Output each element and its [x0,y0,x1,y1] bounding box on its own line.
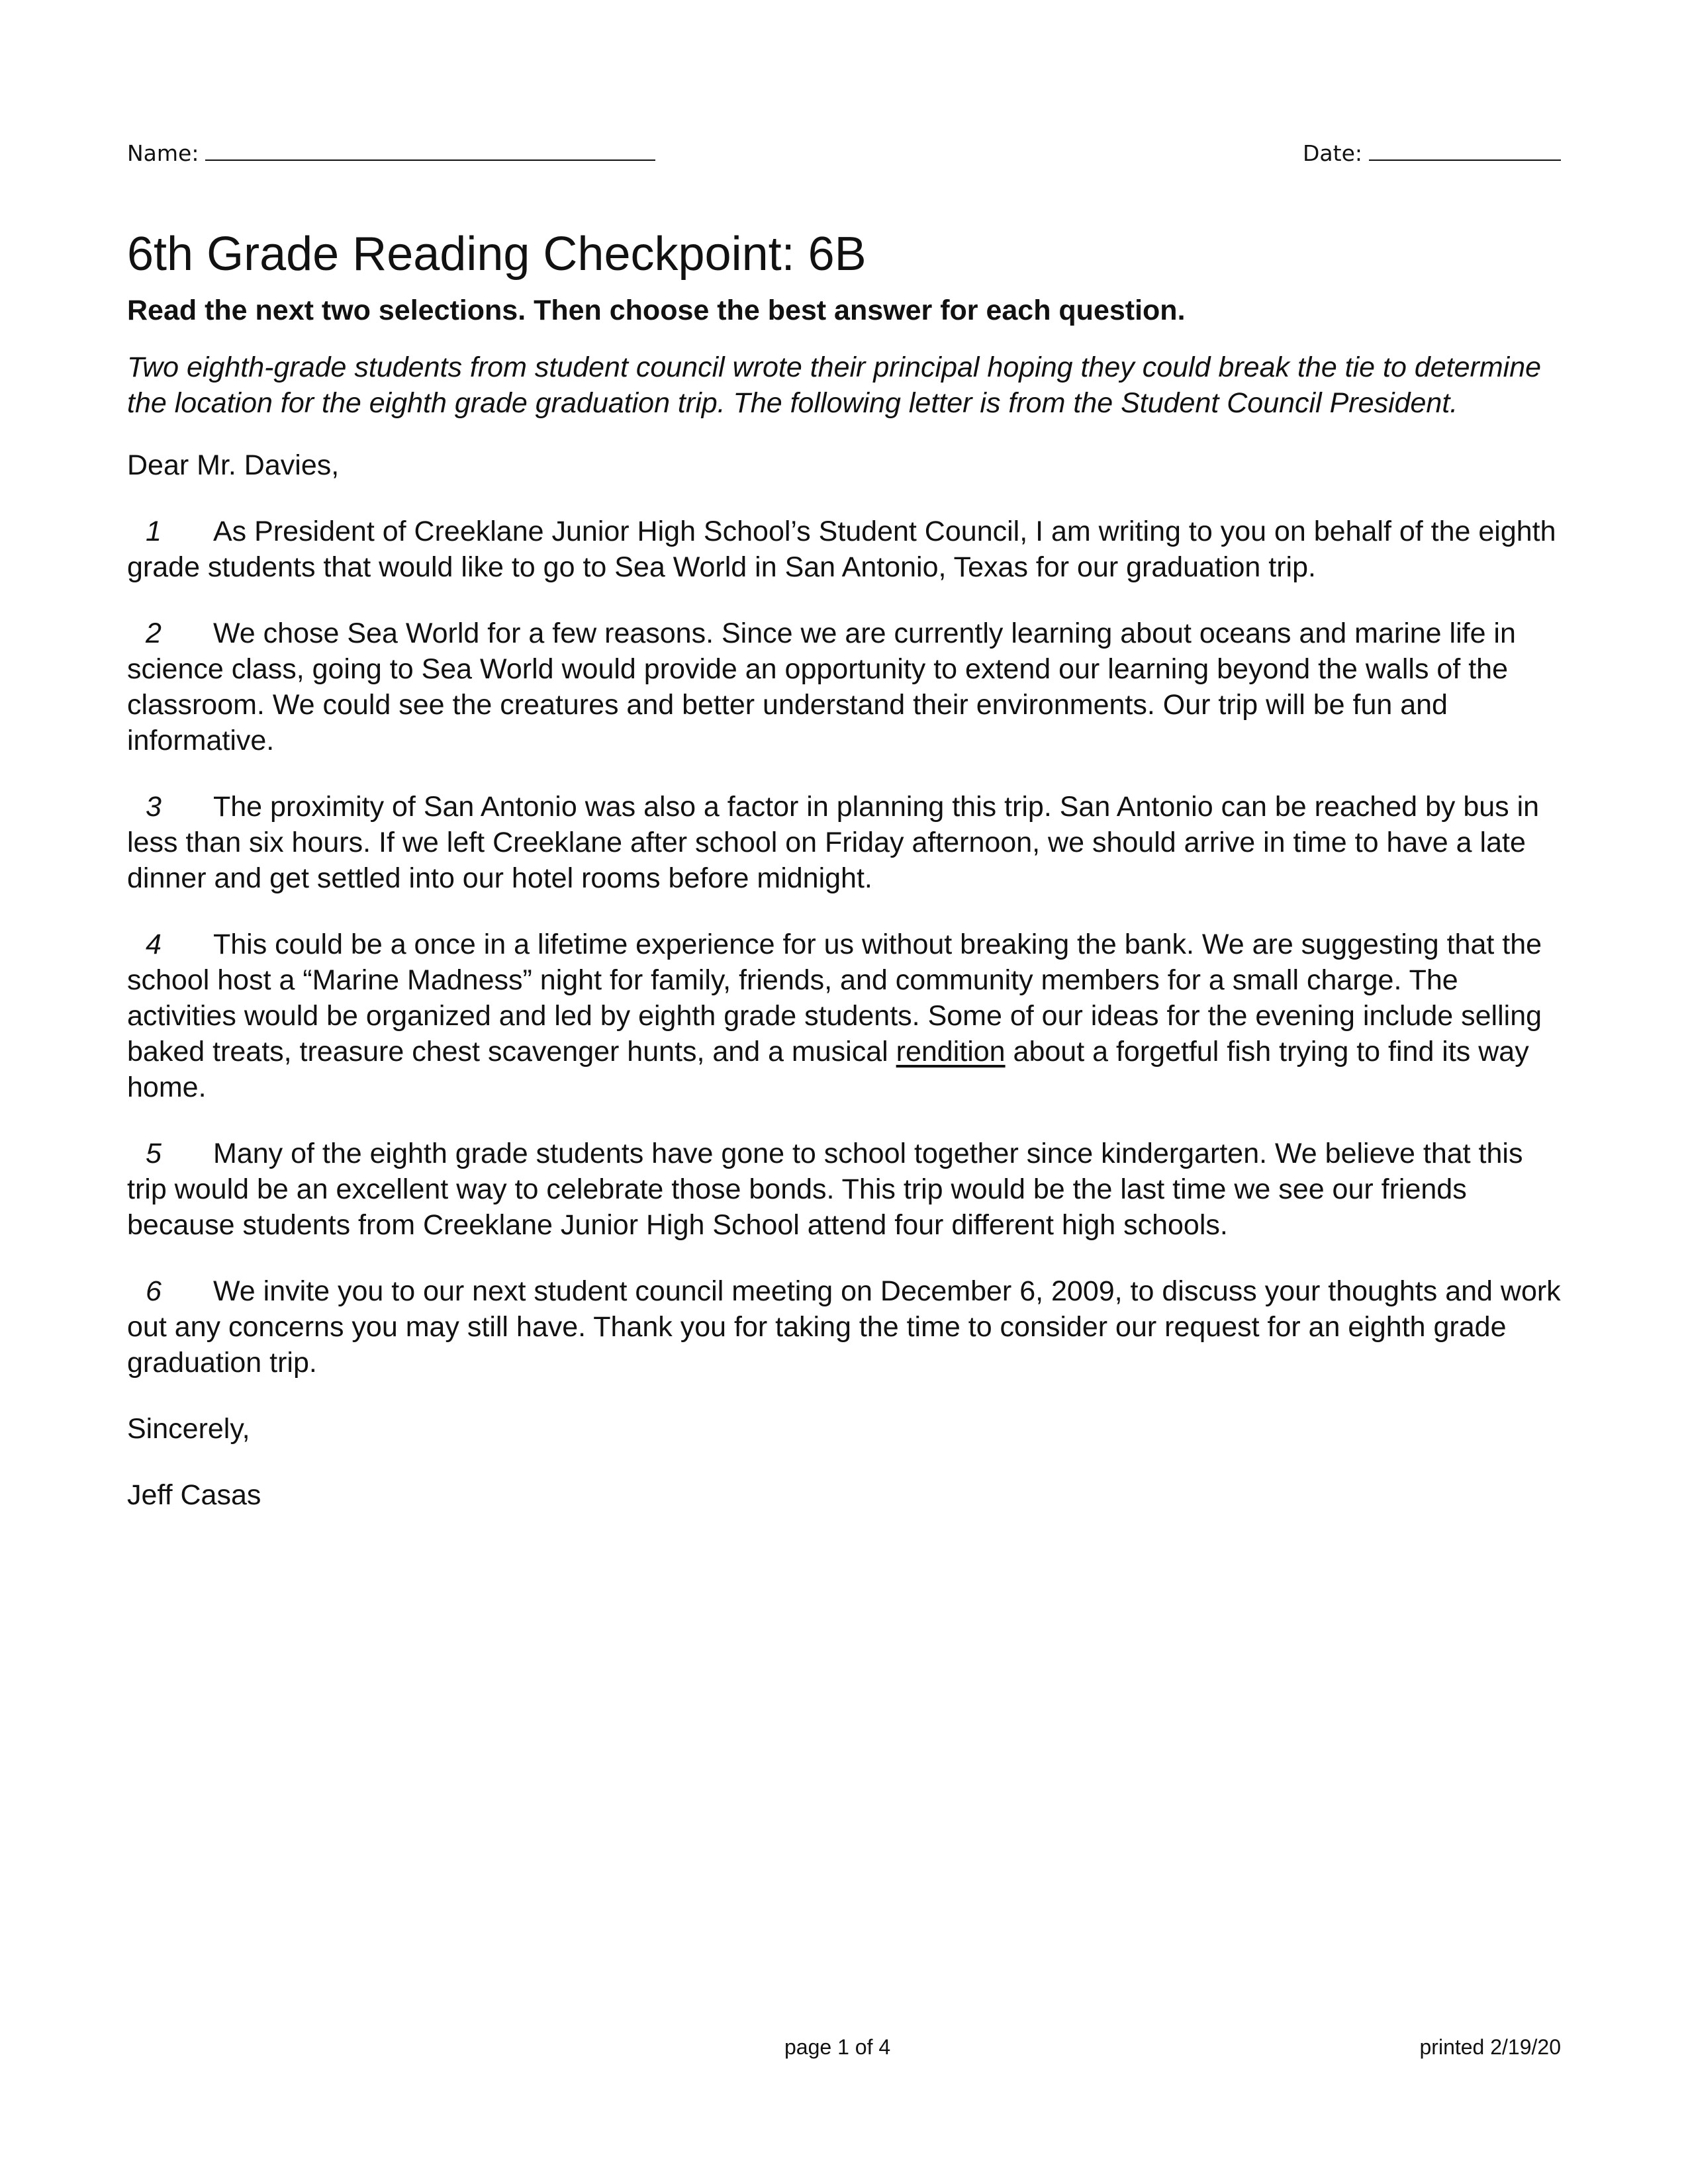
header-row [127,140,1561,173]
page-number: page 1 of 4 [784,2035,891,2059]
paragraph-text-after: about a forgetful fish trying to find its way home. [127,1036,1529,1103]
paragraph-2 [127,615,1561,758]
printed-date: printed 2/19/20 [1419,2035,1561,2059]
paragraph-number: 2 [146,617,162,649]
paragraph-6 [127,1273,1561,1381]
paragraph-number: 6 [146,1275,162,1307]
paragraph-text: As President of Creeklane Junior High School’s Student Council, I am writing to you on behalf of the eighth grade students that would like to go to Sea World in San Antonio, Texas for our graduation trip. [127,516,1556,583]
date-blank-line [1369,141,1561,161]
paragraph-text-before: This could be a once in a lifetime experience for us without breaking the bank. We are suggesting that the school host a “Marine Madness” night for family, friends, and community members for a small charge. The activities would be organized and led by eighth grade students. Some of our ideas for the evening include selling baked treats, treasure chest scavenger hunts, and a musical [127,929,1542,1068]
letter-signature: Jeff Casas [127,1479,261,1511]
name-field [127,140,655,166]
paragraph-text: The proximity of San Antonio was also a factor in planning this trip. San Antonio can be reached by bus in less than six hours. If we left Creeklane after school on Friday afternoon, we should arrive in time to have a late dinner and get settled into our hotel rooms before midnight. [127,791,1540,894]
date-label: Date: [1303,140,1362,166]
paragraph-text: We invite you to our next student council meeting on December 6, 2009, to discuss your thoughts and work out any concerns you may still have. Thank you for taking the time to consider our request for an eighth grade graduation trip. [127,1275,1561,1379]
paragraph-4 [127,927,1561,1105]
paragraph-text: Many of the eighth grade students have gone to school together since kindergarten. We believe that this trip would be an excellent way to celebrate those bonds. This trip would be the last time we see our friends because students from Creeklane Junior High School attend four different high schools. [127,1138,1523,1241]
letter-closing: Sincerely, [127,1413,250,1445]
paragraph-number: 3 [146,791,162,823]
instructions: Read the next two selections. Then choose the best answer for each question. [127,295,1186,326]
intro-text: Two eighth-grade students from student council wrote their principal hoping they could break the tie to determine the location for the eighth grade graduation trip. The following letter is from the Student Council President. [127,351,1542,419]
name-label: Name: [127,140,199,166]
underlined-vocab-word: rendition [896,1036,1006,1068]
name-blank-line [205,141,655,161]
paragraph-1 [127,514,1561,585]
page-title: 6th Grade Reading Checkpoint: 6B [127,228,867,281]
paragraph-5 [127,1136,1561,1243]
paragraph-number: 1 [146,516,162,547]
document-body [127,225,1561,1513]
paragraph-number: 4 [146,929,162,960]
date-field [1303,140,1561,166]
paragraph-3 [127,789,1561,896]
paragraph-number: 5 [146,1138,162,1169]
letter-greeting: Dear Mr. Davies, [127,449,340,481]
paragraph-text: We chose Sea World for a few reasons. Since we are currently learning about oceans and marine life in science class, going to Sea World would provide an opportunity to extend our learning beyond the walls of the classroom. We could see the creatures and better understand their environments. Our trip will be fun and informative. [127,617,1516,756]
